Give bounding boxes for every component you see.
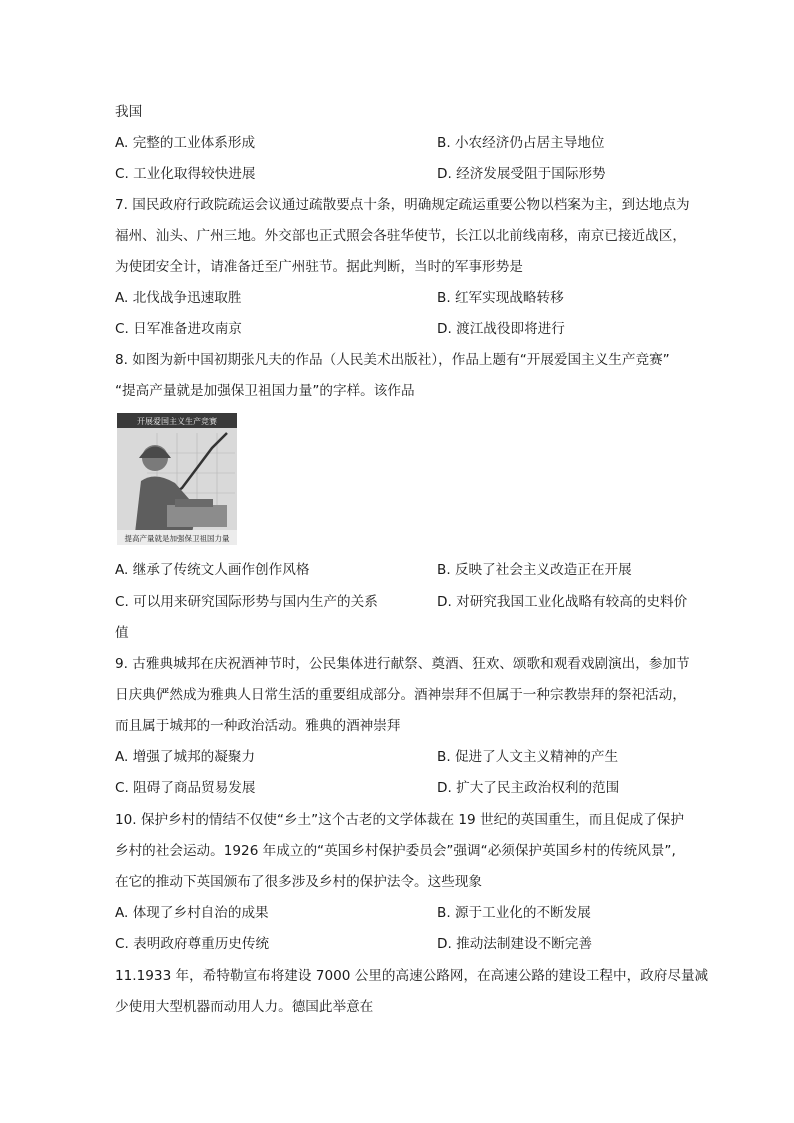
q6-option-b: B. 小农经济仍占居主导地位 <box>437 135 605 151</box>
q11-stem-line-1: 11.1933 年，希特勒宣布将建设 7000 公里的高速公路网，在高速公路的建设工程中，政府尽量减 <box>115 968 709 984</box>
q10-stem-line-2: 乡村的社会运动。1926 年成立的“英国乡村保护委员会”强调“必须保护英国乡村的传统风景”, <box>115 843 676 859</box>
q10-option-a: A. 体现了乡村自治的成果 <box>115 905 269 921</box>
q6-option-d: D. 经济发展受阻于国际形势 <box>437 166 606 182</box>
q8-stem-line-2: “提高产量就是加强保卫祖国力量”的字样。该作品 <box>115 383 415 399</box>
q7-option-b: B. 红军实现战略转移 <box>437 290 564 306</box>
q7-option-a: A. 北伐战争迅速取胜 <box>115 290 242 306</box>
q9-option-d: D. 扩大了民主政治权利的范围 <box>437 780 620 796</box>
q10-option-d: D. 推动法制建设不断完善 <box>437 936 593 952</box>
q9-option-a: A. 增强了城邦的凝聚力 <box>115 749 256 765</box>
q7-option-c: C. 日军准备进攻南京 <box>115 321 242 337</box>
q7-option-d: D. 渡江战役即将进行 <box>437 321 565 337</box>
q10-option-c: C. 表明政府尊重历史传统 <box>115 936 270 952</box>
q10-option-b: B. 源于工业化的不断发展 <box>437 905 591 921</box>
q8-option-b: B. 反映了社会主义改造正在开展 <box>437 562 632 578</box>
q10-stem-line-1: 10. 保护乡村的情结不仅使“乡土”这个古老的文学体裁在 19 世纪的英国重生，而且促成了保护 <box>115 812 684 828</box>
q9-stem-line-2: 日庆典俨然成为雅典人日常生活的重要组成部分。酒神崇拜不但属于一种宗教崇拜的祭祀活动， <box>115 687 686 703</box>
q9-option-c: C. 阻碍了商品贸易发展 <box>115 780 256 796</box>
q9-stem-line-1: 9. 古雅典城邦在庆祝酒神节时，公民集体进行献祭、奠酒、狂欢、颂歌和观看戏剧演出，参加节 <box>115 656 690 672</box>
q6-option-a: A. 完整的工业体系形成 <box>115 135 256 151</box>
q10-stem-line-3: 在它的推动下英国颁布了很多涉及乡村的保护法令。这些现象 <box>115 874 483 890</box>
q8-option-c: C. 可以用来研究国际形势与国内生产的关系 <box>115 594 378 610</box>
q6-stem-tail: 我国 <box>115 104 143 120</box>
poster-top-caption: 开展爱国主义生产竞赛 <box>137 417 217 426</box>
q6-option-c: C. 工业化取得较快进展 <box>115 166 256 182</box>
q9-option-b: B. 促进了人文主义精神的产生 <box>437 749 619 765</box>
q11-stem-line-2: 少使用大型机器而动用人力。德国此举意在 <box>115 999 374 1015</box>
q8-option-d: D. 对研究我国工业化战略有较高的史料价 <box>437 594 688 610</box>
q9-stem-line-3: 而且属于城邦的一种政治活动。雅典的酒神崇拜 <box>115 718 401 734</box>
q7-stem-line-3: 为使团安全计，请准备迁至广州驻节。据此判断，当时的军事形势是 <box>115 259 523 275</box>
poster-bottom-caption: 提高产量就是加强保卫祖国力量 <box>124 534 230 543</box>
propaganda-poster-image <box>117 413 237 545</box>
q8-option-a: A. 继承了传统文人画作创作风格 <box>115 562 310 578</box>
q8-option-d-wrap: 值 <box>115 625 129 641</box>
q7-stem-line-1: 7. 国民政府行政院疏运会议通过疏散要点十条，明确规定疏运重要公物以档案为主，到达地点为 <box>115 197 690 213</box>
q7-stem-line-2: 福州、汕头、广州三地。外交部也正式照会各驻华使节，长江以北前线南移，南京已接近战区， <box>115 228 686 244</box>
q8-stem-line-1: 8. 如图为新中国初期张凡夫的作品（人民美术出版社），作品上题有“开展爱国主义生产竞赛” <box>115 352 670 368</box>
